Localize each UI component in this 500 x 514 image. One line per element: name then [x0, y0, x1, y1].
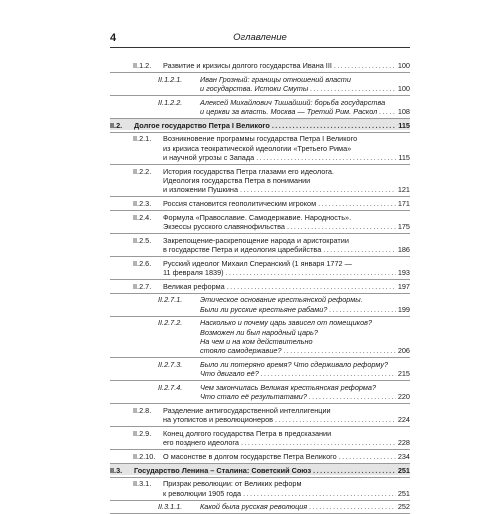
toc-entry-number: II.2.6. [133, 258, 152, 268]
toc-entry-number: II.2.7.1. [158, 295, 183, 305]
dot-leader [379, 107, 396, 116]
entry-separator [110, 357, 410, 358]
entry-separator [110, 256, 410, 257]
dot-leader [339, 452, 396, 461]
toc-entry-page: 199 [397, 304, 410, 314]
dot-leader [284, 346, 396, 355]
toc-entry[interactable] [110, 360, 410, 379]
toc-entry[interactable] [110, 134, 410, 162]
dot-leader [241, 438, 396, 447]
toc-entry-number: II.2.7.4. [158, 383, 183, 392]
dot-leader [323, 245, 396, 254]
dot-leader [275, 415, 396, 424]
toc-entry-page: 121 [397, 185, 410, 195]
running-title: Оглавление [233, 32, 287, 43]
toc-entry-page: 193 [397, 268, 410, 277]
toc-entry-number: II.2. [110, 120, 123, 130]
toc-entry-title-line: Россия становится геополитическим игроком [163, 199, 317, 208]
toc-entry[interactable] [110, 452, 410, 461]
toc-entry-title-line: На чем и на ком действительно [200, 337, 313, 346]
toc-entry-title-line: Великая реформа [163, 281, 225, 291]
dot-leader [287, 222, 396, 231]
entry-separator [110, 95, 410, 96]
toc-entry-title-line: его позднего идеолога [163, 438, 239, 448]
toc-entry-title-line: Конец долгого государства Петра в предсказании [163, 429, 332, 438]
toc-entry-page: 197 [397, 281, 410, 291]
toc-entry-title-line: Возможен ли был народный царь? [200, 327, 318, 337]
toc-entry-page: 224 [397, 415, 410, 425]
entry-separator [110, 477, 410, 478]
toc-entry-title-line: Иван Грозный: границы отношений власти [200, 74, 351, 84]
toc-entry-number: II.3. [110, 465, 123, 475]
toc-entry-title-line: Этическое основание крестьянской реформы. [200, 295, 363, 305]
toc-entry-title-line: к революции 1905 года [163, 488, 242, 498]
toc-entry-title-line: Какой была русская революция [200, 502, 308, 512]
toc-entry-page: 115 [398, 120, 410, 130]
dot-leader [227, 282, 396, 291]
toc-entry-number: II.1.2.2. [158, 97, 183, 107]
toc-entry-number: II.2.7.3. [158, 360, 183, 369]
entry-separator [110, 164, 410, 165]
toc-entry-page: 115 [398, 153, 410, 162]
toc-entry[interactable] [110, 213, 410, 232]
dot-leader [309, 502, 396, 511]
toc-entry-title-line: Разделение антигосударственной интеллигенции [163, 406, 331, 415]
toc-entry[interactable] [110, 259, 410, 278]
toc-entry-title-line: 11 февраля 1839) [163, 268, 224, 277]
toc-entry[interactable] [110, 236, 410, 255]
toc-entry-number: II.1.2.1. [158, 74, 183, 84]
toc-entry-title-line: и научной угрозы с Запада [163, 153, 255, 162]
toc-entry[interactable] [110, 479, 410, 498]
toc-entry-title-line: Возникновение программы государства Петра I Великого [163, 134, 358, 144]
toc-entry[interactable] [110, 502, 410, 511]
toc-entry-page: 171 [397, 199, 410, 208]
toc-entry-title-line: в государстве Петра и идеология царебийства [163, 245, 322, 254]
toc-entry-page: 108 [397, 107, 410, 116]
dot-leader [272, 121, 396, 130]
toc-entry-number: II.2.2. [133, 166, 152, 176]
toc-entry-page: 251 [397, 465, 410, 475]
dot-leader [226, 268, 396, 277]
toc-entry-title-line: Чем закончилась Великая крестьянская реформа? [200, 383, 377, 392]
entry-separator [110, 293, 410, 294]
dot-leader [243, 489, 396, 498]
toc-entry[interactable] [110, 98, 410, 117]
toc-entry[interactable] [110, 167, 410, 195]
toc-entry-number: II.3.1. [133, 479, 152, 489]
toc-entry-page: 175 [397, 222, 410, 231]
toc-entry-page: 206 [397, 346, 410, 356]
dot-leader [310, 84, 396, 93]
dot-leader [334, 61, 396, 70]
toc-entry-title-line: Русский идеолог Михаил Сперанский (1 января 1772 — [163, 258, 352, 268]
toc-entry-number: II.2.9. [133, 429, 152, 438]
toc-entry-title-line: Формула «Православие. Самодержавие. Народность». [163, 212, 352, 222]
dot-leader [313, 466, 396, 475]
entry-separator [110, 210, 410, 211]
toc-entry-title-line: стояло самодержавие? [200, 346, 282, 356]
toc-entry-number: II.2.3. [133, 199, 152, 208]
dot-leader [309, 392, 396, 401]
toc-entry-title-line: Были ли русские крестьяне рабами? [200, 304, 328, 314]
dot-leader [240, 185, 396, 194]
toc-entry-title-line: Что двигало её? [200, 369, 259, 379]
toc-entry[interactable] [110, 429, 410, 448]
toc-entry[interactable] [110, 383, 410, 402]
entry-separator [110, 233, 410, 234]
toc-entry-number: II.2.7.2. [158, 318, 183, 328]
entry-separator [110, 316, 410, 317]
toc-entry-title-line: и церкви за власть. Москва — Третий Рим. Раскол [200, 107, 378, 116]
toc-entry[interactable] [110, 199, 410, 208]
toc-entry-page: 252 [397, 502, 410, 512]
dot-leader [261, 369, 396, 378]
toc-entry-page: 251 [397, 488, 410, 498]
toc-entry-number: II.2.1. [133, 134, 152, 144]
toc-entry[interactable] [110, 295, 410, 314]
toc-entry-title-line: Насколько и почему царь зависел от помещиков? [200, 318, 372, 328]
toc-entry-page: 234 [397, 452, 410, 461]
entry-separator [110, 403, 410, 404]
toc-entry-number: II.3.1.1. [158, 502, 183, 512]
header-rule [110, 47, 410, 48]
toc-entry-number: II.2.5. [133, 235, 152, 245]
toc-entry-number: II.1.2. [133, 61, 152, 70]
toc-entry-title-line: Призрак революции: от Великих реформ [163, 479, 302, 489]
toc-entry-title-line: Было ли потеряно время? Что сдерживало реформу? [200, 360, 389, 369]
toc-entry-number: II.2.8. [133, 406, 152, 415]
toc-entry-page: 100 [397, 61, 410, 70]
entry-separator [110, 72, 410, 73]
toc-entry-title-line: Что стало её результатами? [200, 392, 307, 402]
toc-entry-title-line: и государства. Истоки Смуты [200, 84, 309, 93]
toc-entry-title-line: О масонстве в долгом государстве Петра Великого [163, 452, 337, 461]
entry-separator [110, 196, 410, 197]
toc-entry-title-line: и изложении Пушкина [163, 185, 239, 195]
toc-entry-title-line: Экзессы русского славянофильства [163, 222, 285, 231]
toc-entry-page: 220 [397, 392, 410, 402]
toc-entry-page: 215 [397, 369, 410, 379]
toc-entry[interactable] [110, 282, 410, 291]
dot-leader [329, 305, 396, 314]
toc-entry-title-line: Государство Ленина – Сталина: Советский Союз [134, 465, 312, 475]
toc-entry-title-line: Идеология государства Петра в понимании [163, 176, 311, 185]
page-number: 4 [110, 32, 117, 44]
toc-entry-title-line: История государства Петра глазами его идеолога. [163, 166, 334, 176]
toc-entry-title-line: Алексей Михайлович Тишайший: борьба государства [200, 97, 386, 107]
toc-entry[interactable] [110, 75, 410, 94]
toc-entry-title-line: из кризиса теократической идеологии «Третьего Рима» [163, 143, 352, 153]
toc-entry[interactable] [110, 406, 410, 425]
entry-separator [110, 279, 410, 280]
entry-separator [110, 380, 410, 381]
toc-entry-page: 186 [397, 245, 410, 254]
entry-separator [110, 132, 410, 133]
dot-leader [256, 153, 396, 162]
toc-entry-title-line: Закрепощение-раскрепощение народа и аристократии [163, 235, 349, 245]
toc-entry[interactable] [110, 318, 410, 356]
entry-separator [110, 449, 410, 450]
entry-separator [110, 426, 410, 427]
toc-entry-number: II.2.4. [133, 212, 152, 222]
toc-entry-title-line: на утопистов и революционеров [163, 415, 274, 425]
dot-leader [318, 199, 396, 208]
toc-entry[interactable] [110, 466, 410, 475]
toc-entry-page: 228 [397, 438, 410, 448]
toc-entry-title-line: Развитие и кризисы долгого государства Ивана III [163, 61, 332, 70]
toc-entry[interactable] [110, 121, 410, 130]
toc-entry-page: 100 [397, 84, 410, 93]
page-header [110, 32, 410, 48]
toc-entry-number: II.2.10. [133, 452, 156, 461]
toc-entry-title-line: Долгое государство Петра I Великого [134, 120, 270, 130]
toc-entry-number: II.2.7. [133, 281, 152, 291]
toc-entry[interactable] [110, 61, 410, 70]
